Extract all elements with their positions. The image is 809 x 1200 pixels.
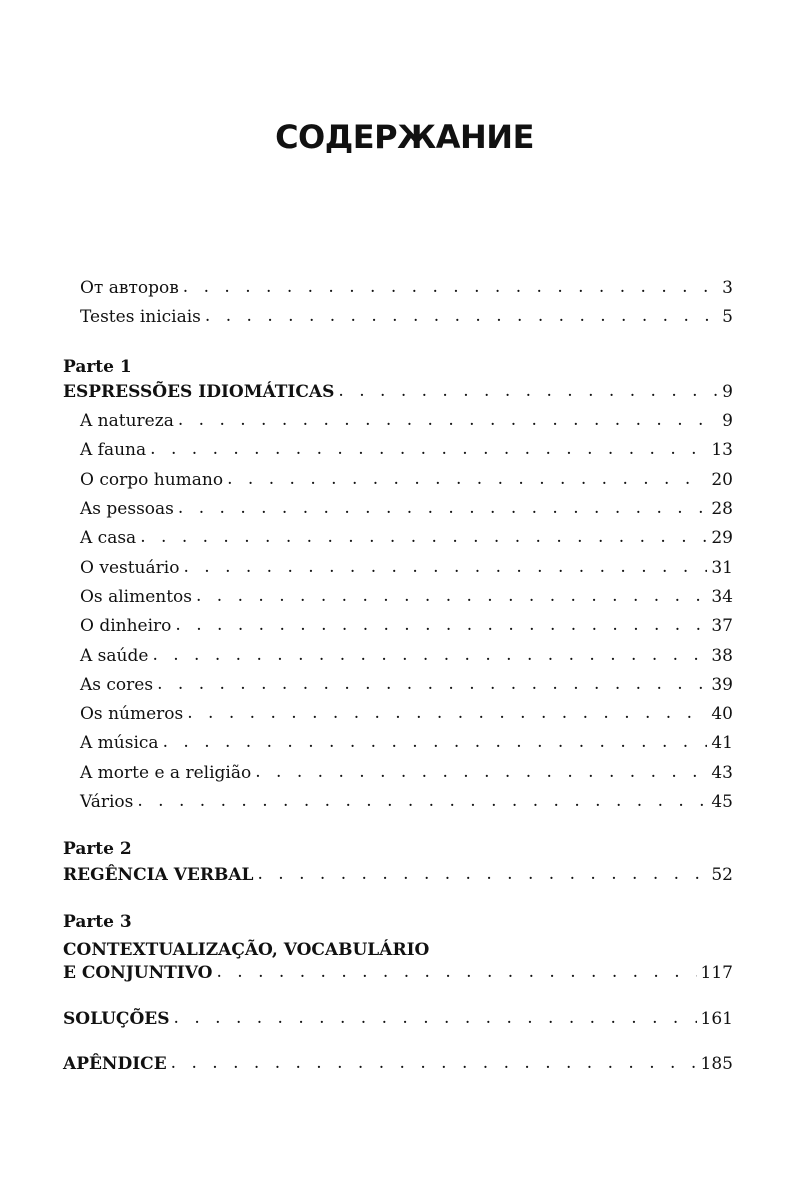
- part-heading: Parte 2: [63, 839, 132, 860]
- dot-leader: [178, 410, 718, 430]
- toc-entry[interactable]: [63, 411, 733, 440]
- toc-entry-label: A casa: [80, 528, 137, 549]
- toc-entry-initial-tests[interactable]: [63, 307, 733, 336]
- toc-section-label: ESPRESSÕES IDIOMÁTICAS: [63, 381, 335, 402]
- dot-leader: [183, 557, 707, 577]
- toc-entry[interactable]: [63, 646, 733, 675]
- dot-leader: [137, 791, 707, 811]
- dot-leader: [163, 732, 708, 752]
- toc-entry-label: A natureza: [80, 411, 174, 432]
- dot-leader: [338, 381, 718, 401]
- dot-leader: [152, 645, 707, 665]
- toc-entry-label: Vários: [80, 792, 134, 813]
- toc-entry-page: 28: [711, 499, 733, 520]
- dot-leader: [257, 864, 707, 884]
- dot-leader: [157, 674, 707, 694]
- toc-entry-label: Testes iniciais: [80, 307, 201, 328]
- toc-entry[interactable]: [63, 763, 733, 792]
- toc-entry-page: 37: [711, 616, 733, 637]
- toc-section-page: 117: [700, 963, 733, 984]
- toc-entry-page: 9: [722, 411, 733, 432]
- toc-entry-label: O dinheiro: [80, 616, 172, 637]
- dot-leader: [140, 527, 707, 547]
- dot-leader: [183, 277, 718, 297]
- toc-section-idioms[interactable]: [63, 382, 733, 411]
- toc-entry-page: 5: [722, 307, 733, 328]
- dot-leader: [227, 469, 707, 489]
- toc-entry[interactable]: [63, 733, 733, 762]
- dot-leader: [178, 498, 707, 518]
- toc-entry-page: 13: [711, 440, 733, 461]
- toc-entry-page: 29: [711, 528, 733, 549]
- toc-entry[interactable]: [63, 528, 733, 557]
- toc-section-contextualization[interactable]: [63, 963, 733, 992]
- toc-entry-page: 40: [711, 704, 733, 725]
- toc-entry-page: 20: [711, 469, 733, 490]
- toc-section-page: 52: [711, 864, 733, 885]
- toc-entry-authors[interactable]: [63, 278, 733, 307]
- toc-section-label: APÊNDICE: [63, 1053, 167, 1074]
- toc-entry-label: A morte e a religião: [80, 762, 252, 783]
- dot-leader: [216, 962, 696, 982]
- part-heading: Parte 3: [63, 911, 132, 932]
- toc-entry[interactable]: [63, 675, 733, 704]
- table-of-contents: [63, 278, 733, 1083]
- toc-entry-page: 34: [711, 586, 733, 607]
- toc-entry-page: 3: [722, 278, 733, 298]
- toc-entry[interactable]: [63, 616, 733, 645]
- dot-leader: [150, 439, 707, 459]
- toc-entry-page: 45: [711, 792, 733, 813]
- toc-entry[interactable]: [63, 704, 733, 733]
- toc-section-label: SOLUÇÕES: [63, 1008, 170, 1029]
- toc-entry[interactable]: [63, 558, 733, 587]
- part-heading: Parte 1: [63, 356, 132, 377]
- toc-entry[interactable]: [63, 470, 733, 499]
- toc-entry[interactable]: [63, 499, 733, 528]
- page-title: СОДЕРЖАНИЕ: [275, 118, 534, 156]
- toc-section-page: 161: [700, 1008, 733, 1029]
- toc-entry-label: As pessoas: [80, 499, 174, 520]
- toc-section-verbal-regency[interactable]: [63, 865, 733, 894]
- toc-entry-label: As cores: [80, 674, 154, 695]
- toc-section-page: 185: [700, 1053, 733, 1074]
- toc-section-page: 9: [722, 381, 733, 402]
- toc-entry-page: 38: [711, 645, 733, 666]
- toc-entry[interactable]: [63, 587, 733, 616]
- dot-leader: [175, 615, 707, 635]
- dot-leader: [187, 703, 707, 723]
- dot-leader: [171, 1053, 697, 1073]
- toc-entry-label: A fauna: [80, 440, 147, 461]
- toc-section-appendix[interactable]: [63, 1054, 733, 1083]
- toc-section-label: REGÊNCIA VERBAL: [63, 864, 254, 885]
- toc-entry-page: 39: [711, 674, 733, 695]
- toc-section-label: E CONJUNTIVO: [63, 963, 213, 984]
- toc-entry-page: 43: [711, 762, 733, 783]
- toc-entry-label: O vestuário: [80, 557, 180, 578]
- toc-entry[interactable]: [63, 440, 733, 469]
- toc-section-label-line1: CONTEXTUALIZAÇÃO, VOCABULÁRIO: [63, 940, 430, 961]
- toc-entry-label: Os alimentos: [80, 586, 192, 607]
- toc-entry-label: A saúde: [80, 645, 149, 666]
- toc-section-solutions[interactable]: [63, 1009, 733, 1038]
- toc-entry[interactable]: [63, 792, 733, 821]
- dot-leader: [255, 762, 707, 782]
- toc-entry-page: 41: [711, 733, 733, 754]
- dot-leader: [196, 586, 707, 606]
- dot-leader: [174, 1008, 697, 1028]
- toc-entry-label: A música: [80, 733, 159, 754]
- toc-entry-page: 31: [711, 557, 733, 578]
- dot-leader: [205, 306, 718, 326]
- toc-entry-label: Os números: [80, 704, 184, 725]
- toc-entry-label: От авторов: [80, 278, 179, 298]
- toc-entry-label: O corpo humano: [80, 469, 224, 490]
